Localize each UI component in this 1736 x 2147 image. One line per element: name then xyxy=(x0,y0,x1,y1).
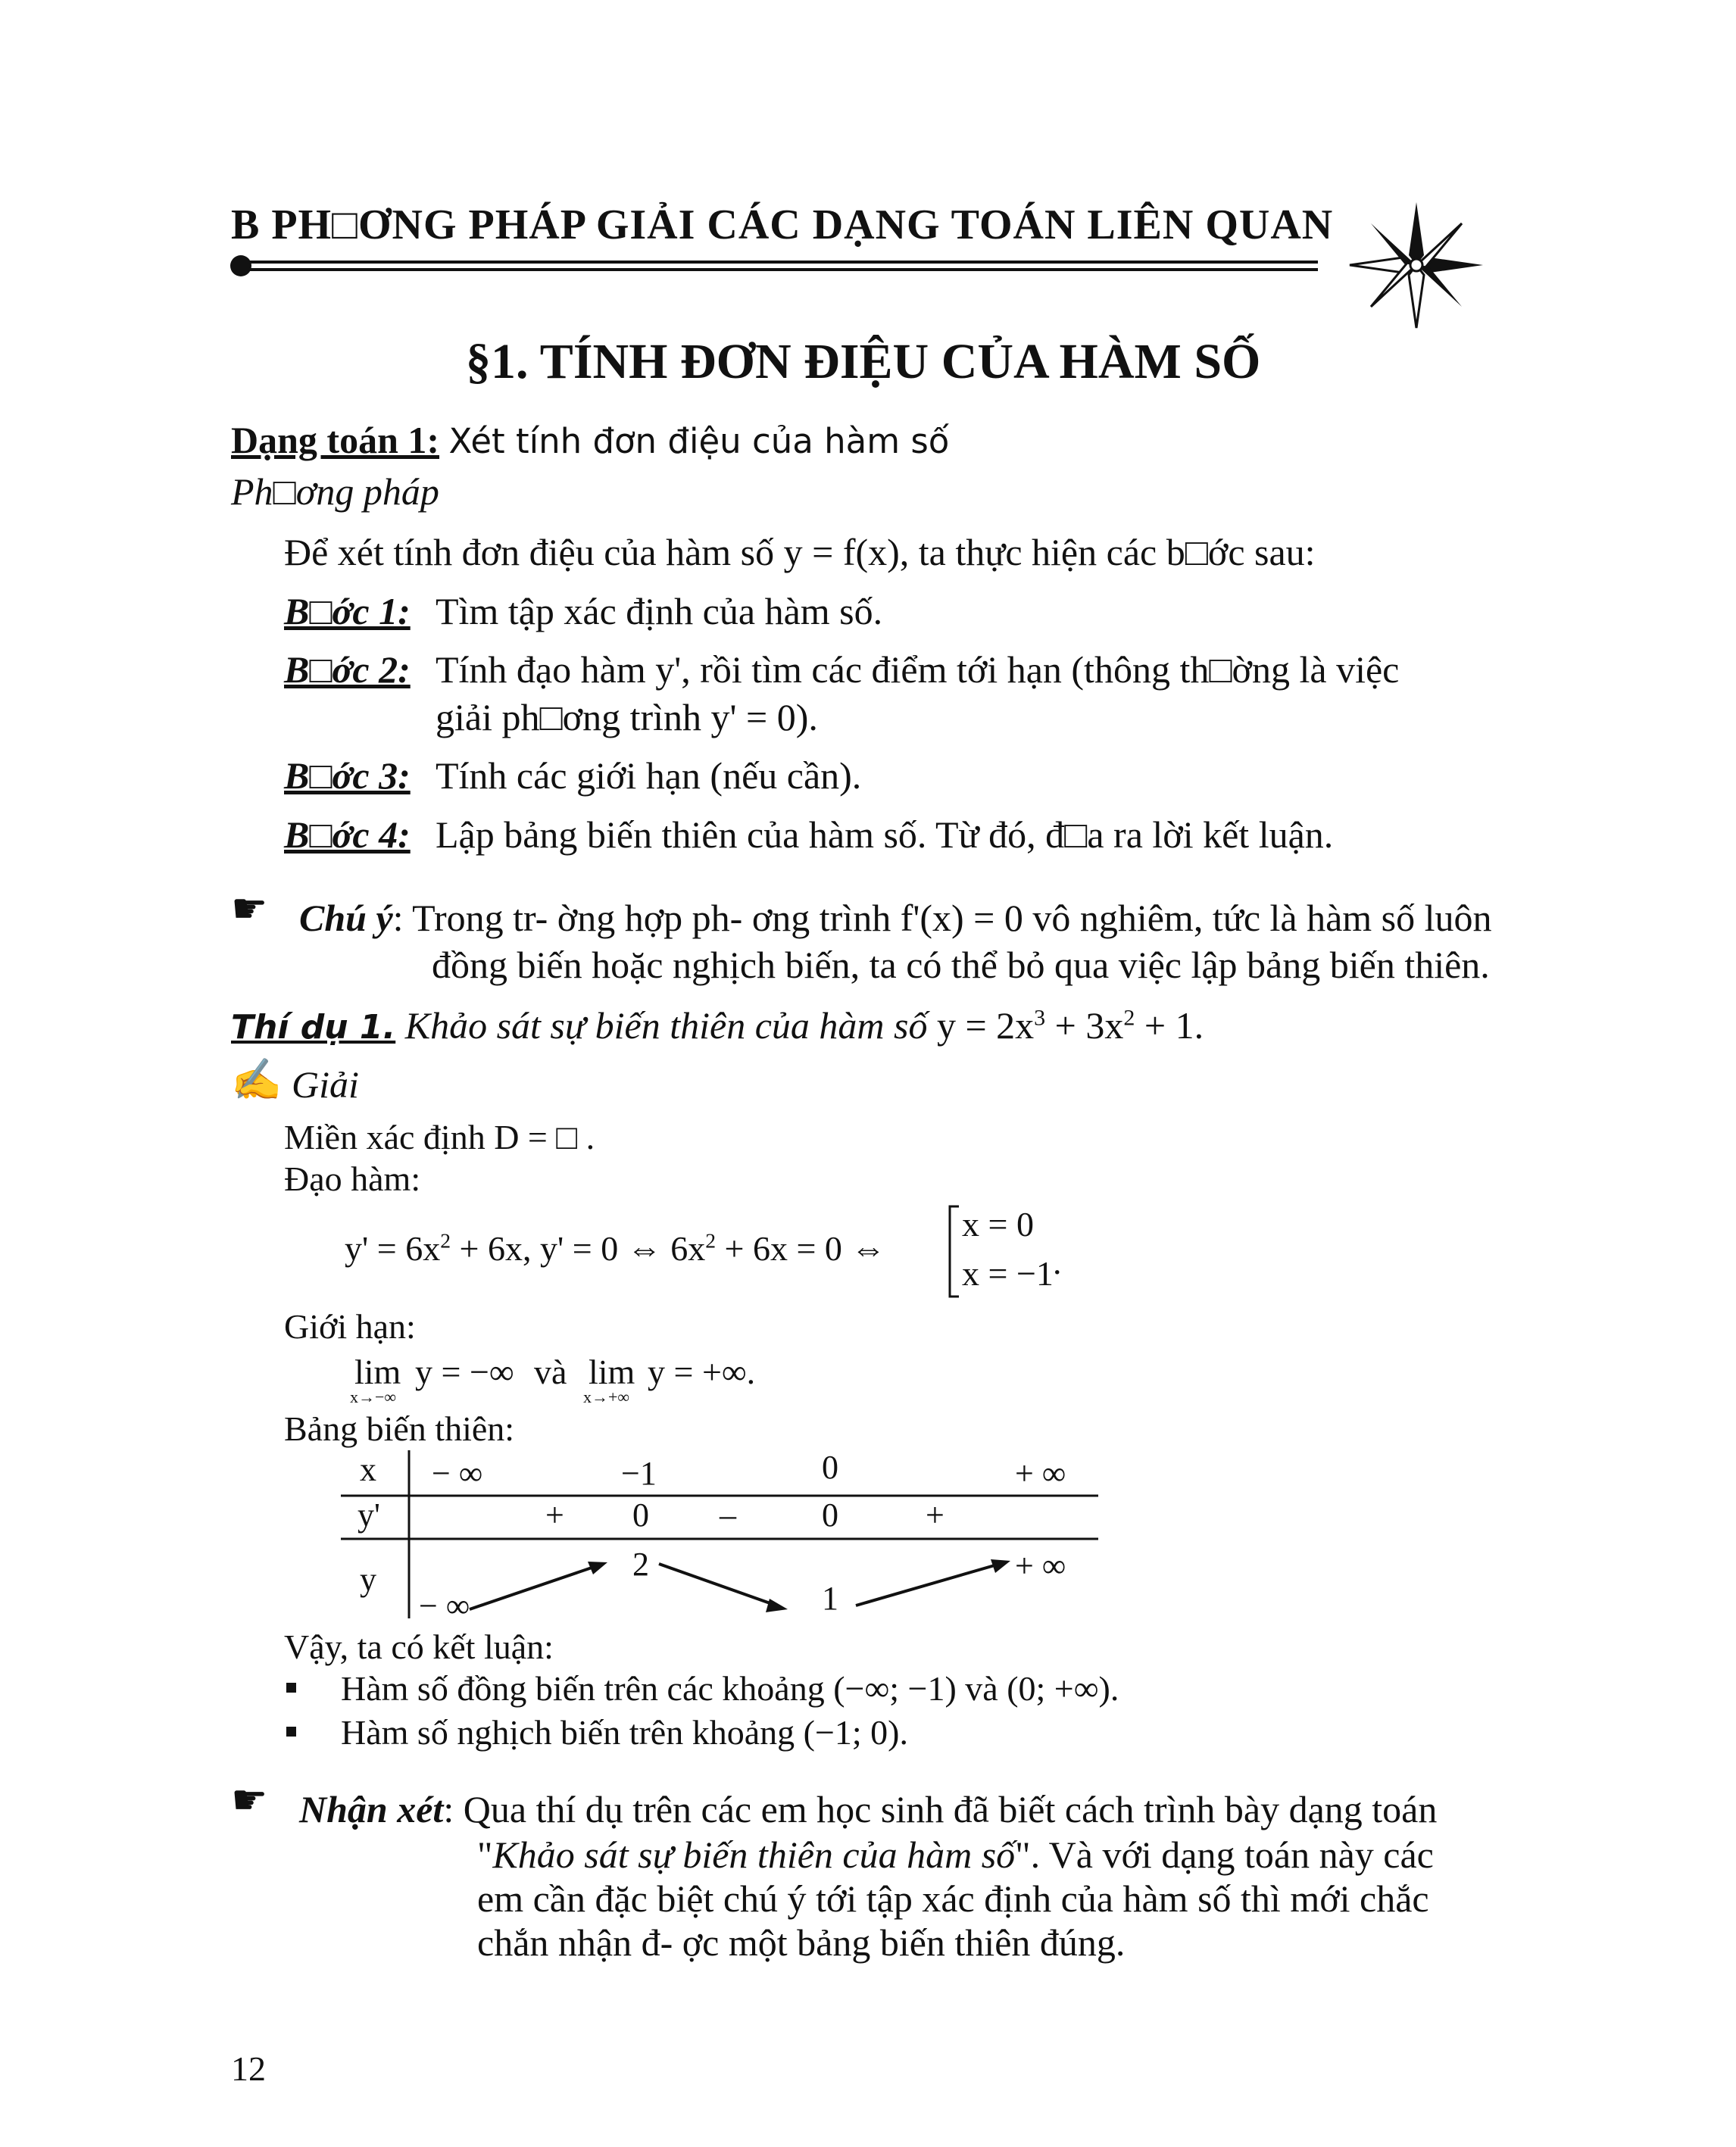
note-line-1 xyxy=(299,896,1492,940)
page-number: 12 xyxy=(231,2049,266,2088)
remark-line-4: chắn nhận đ- ợc một bảng biến thiên đúng. xyxy=(477,1921,1126,1964)
limit-1-word: lim xyxy=(354,1353,401,1391)
compass-star-icon xyxy=(1348,201,1485,329)
note-label: Chú ý xyxy=(299,897,393,939)
example-equation: $y = 2x^3 + 3x^2 + 1$. xyxy=(936,1004,1204,1047)
table-row-x-label: x xyxy=(360,1451,376,1488)
arrow-up-1 xyxy=(470,1565,598,1609)
pointing-hand-icon: ☛ xyxy=(231,1777,268,1823)
step-1-text: Tìm tập xác định của hàm số. xyxy=(436,590,883,632)
chapter-header: B PH□ƠNG PHÁP GIẢI CÁC DẠNG TOÁN LIÊN QUAN xyxy=(231,201,1334,248)
table-row-yprime-label: y' xyxy=(358,1496,380,1534)
domain-line: Miền xác định D = □ . xyxy=(284,1118,595,1156)
y-value: − ∞ xyxy=(419,1587,470,1624)
derivative-label: Đạo hàm: xyxy=(284,1159,421,1198)
limit-2-sub: x→+∞ xyxy=(583,1387,630,1406)
root-bracket xyxy=(947,1204,962,1299)
remark-label: Nhận xét xyxy=(299,1788,444,1830)
remark-line-2: "Khảo sát sự biến thiên của hàm số". Và với dạng toán này các xyxy=(477,1833,1434,1876)
x-value: − ∞ xyxy=(432,1455,483,1492)
limit-label: Giới hạn: xyxy=(284,1307,416,1346)
step-1-label: B□ớc 1: xyxy=(284,590,411,632)
problem-type-label: Dạng toán 1: xyxy=(231,419,440,461)
yprime-sign: + xyxy=(545,1496,564,1534)
note-text-1: : Trong tr- ờng hợp ph- ơng trình f'(x) = 0 vô nghiêm, tức là hàm số luôn xyxy=(392,897,1492,939)
variation-table-label: Bảng biến thiên: xyxy=(284,1409,515,1448)
header-rule xyxy=(227,254,1318,276)
conclusion-item-2: Hàm số nghịch biến trên khoảng (−1; 0). xyxy=(341,1713,909,1752)
root-period: . xyxy=(1053,1243,1062,1281)
header-rule-graphic xyxy=(227,254,1318,276)
step-2-text-cont: giải ph□ơng trình y' = 0). xyxy=(436,696,818,738)
note-line-2: đồng biến hoặc nghịch biến, ta có thể bỏ qua việc lập bảng biến thiên. xyxy=(432,944,1490,986)
remark-line-3: em cần đặc biệt chú ý tới tập xác định của hàm số thì mới chắc xyxy=(477,1877,1429,1920)
yprime-sign: – xyxy=(720,1496,736,1534)
x-value: 0 xyxy=(822,1449,838,1486)
step-2-label: B□ớc 2: xyxy=(284,648,411,691)
derivative-equation: $y' = 6x^2 + 6x$, y' = 0 ⇔ $6x^2 + 6x = 0$ ⇔ xyxy=(345,1228,886,1268)
problem-type-line xyxy=(231,418,949,462)
table-row-y-label: y xyxy=(360,1561,376,1598)
conclusion-item-1: Hàm số đồng biến trên các khoảng (−∞; −1) và (0; +∞). xyxy=(341,1669,1119,1708)
solution-heading: Giải xyxy=(292,1063,359,1106)
root-2: x = −1 xyxy=(962,1254,1054,1293)
limit-and: và xyxy=(534,1353,567,1391)
step-3-text: Tính các giới hạn (nếu cần). xyxy=(436,754,862,797)
step-4-text: Lập bảng biến thiên của hàm số. Từ đó, đ□a ra lời kết luận. xyxy=(436,813,1334,856)
problem-type-text: Xét tính đơn điệu của hàm số xyxy=(448,421,950,461)
limit-2-value: y = +∞. xyxy=(648,1353,756,1391)
conclusion-label: Vậy, ta có kết luận: xyxy=(284,1627,554,1666)
arrow-up-2 xyxy=(856,1564,1000,1606)
y-value-min: 1 xyxy=(822,1580,838,1617)
limit-2-word: lim xyxy=(589,1353,635,1391)
y-value-max: 2 xyxy=(632,1546,649,1583)
example-line xyxy=(231,1003,1204,1047)
writing-hand-icon: ✍ xyxy=(231,1057,283,1103)
example-label: Thí dụ 1. xyxy=(231,1008,396,1047)
root-1: x = 0 xyxy=(962,1205,1034,1244)
section-title: §1. TÍNH ĐƠN ĐIỆU CỦA HÀM SỐ xyxy=(466,334,1261,389)
x-value: −1 xyxy=(621,1455,657,1492)
example-text: Khảo sát sự biến thiên của hàm số xyxy=(404,1004,928,1047)
pointing-hand-icon: ☛ xyxy=(231,886,268,932)
yprime-zero: 0 xyxy=(822,1496,838,1534)
step-3-label: B□ớc 3: xyxy=(284,754,411,797)
step-4-label: B□ớc 4: xyxy=(284,813,411,856)
step-2-text: Tính đạo hàm y', rồi tìm các điểm tới hạn (thông th□ờng là việc xyxy=(436,648,1400,691)
method-heading: Ph□ơng pháp xyxy=(231,470,439,513)
method-intro: Để xét tính đơn điệu của hàm số y = f(x), ta thực hiện các b□ớc sau: xyxy=(284,531,1316,573)
limit-1-sub: x→−∞ xyxy=(350,1387,397,1406)
remark-text-1: : Qua thí dụ trên các em học sinh đã biết cách trình bày dạng toán xyxy=(443,1788,1438,1830)
limit-1-value: y = −∞ xyxy=(415,1353,514,1391)
yprime-sign: + xyxy=(926,1496,944,1534)
remark-line-1 xyxy=(299,1787,1437,1831)
bullet-icon xyxy=(286,1727,296,1737)
x-value: + ∞ xyxy=(1015,1455,1066,1492)
arrow-down xyxy=(659,1564,776,1606)
y-value: + ∞ xyxy=(1015,1547,1066,1584)
bullet-icon xyxy=(286,1683,296,1693)
yprime-zero: 0 xyxy=(632,1496,649,1534)
